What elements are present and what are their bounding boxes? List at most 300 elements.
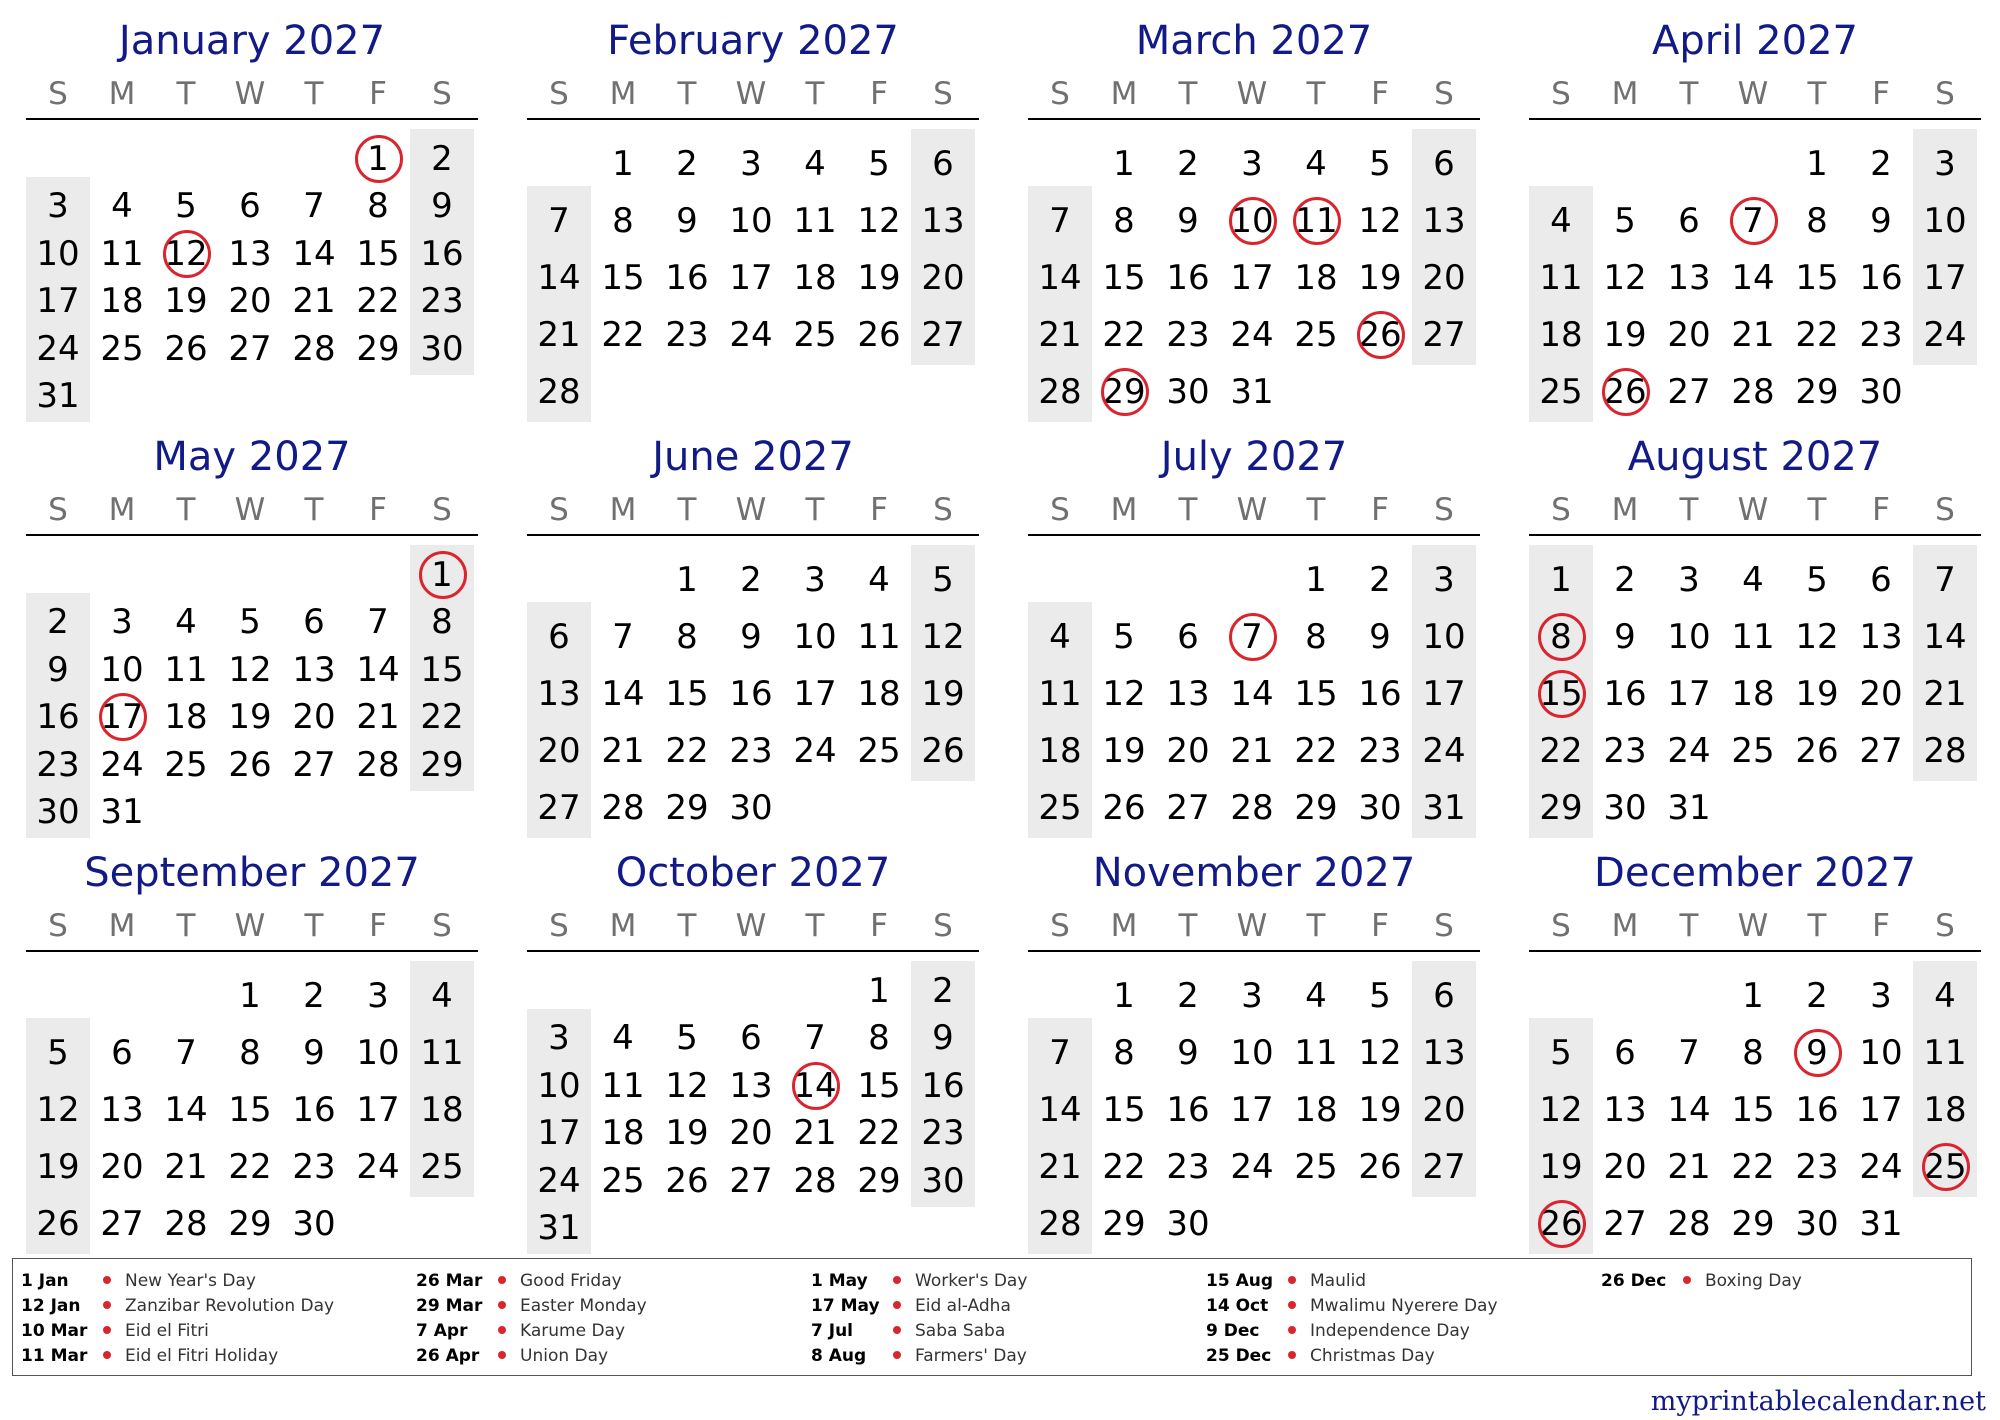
calendar-day: 2: [1614, 559, 1636, 600]
weekday-label: S: [1050, 76, 1070, 112]
calendar-day: 27: [1166, 787, 1210, 828]
weekday-label: M: [1110, 76, 1138, 112]
legend-item: [1601, 1269, 1802, 1294]
calendar-day: 5: [1806, 559, 1828, 600]
header-rule: [527, 118, 979, 120]
calendar-day: 30: [1859, 371, 1903, 412]
calendar-day: 12: [857, 200, 901, 241]
month-title: April 2027: [1652, 18, 1858, 64]
calendar-day: 26: [164, 328, 208, 369]
calendar-day: 3: [1433, 559, 1455, 600]
calendar-day: 2: [47, 602, 69, 643]
calendar-day: 21: [164, 1146, 208, 1187]
weekday-label: S: [1935, 492, 1955, 528]
calendar-day: 25: [1294, 1146, 1338, 1187]
calendar-day: 18: [1038, 730, 1082, 771]
weekday-header: [26, 906, 478, 946]
calendar-day: 7: [1049, 1032, 1071, 1073]
calendar-day: 6: [1433, 975, 1455, 1016]
legend-item: [21, 1294, 334, 1319]
calendar-day: 4: [612, 1018, 634, 1059]
calendar-day: 14: [537, 257, 581, 298]
calendar-day: 6: [239, 186, 261, 227]
month-title: August 2027: [1627, 434, 1883, 480]
calendar-day: 30: [1166, 371, 1210, 412]
calendar-day: 3: [1241, 975, 1263, 1016]
calendar-day: 5: [1614, 200, 1636, 241]
month-title: July 2027: [1160, 434, 1348, 480]
calendar-day: 22: [1731, 1146, 1775, 1187]
calendar-day: 10: [1923, 200, 1967, 241]
calendar-day: 18: [1731, 673, 1775, 714]
calendar-day: 6: [1614, 1032, 1636, 1073]
calendar-day: 13: [1859, 616, 1903, 657]
calendar-day: 14: [1038, 1089, 1082, 1130]
holiday-dot-icon: [1288, 1276, 1296, 1284]
holiday-legend: [12, 1258, 1972, 1376]
calendar-day: 9: [932, 1018, 954, 1059]
month-title: December 2027: [1594, 850, 1916, 896]
weekday-label: S: [1551, 492, 1571, 528]
month-january: [26, 16, 478, 436]
calendar-day: 3: [47, 186, 69, 227]
calendar-day: 27: [1667, 371, 1711, 412]
legend-column: [416, 1269, 647, 1369]
calendar-day: 12: [1358, 200, 1402, 241]
calendar-day: 9: [740, 616, 762, 657]
calendar-day: 21: [1731, 314, 1775, 355]
legend-date: 29 Mar: [416, 1296, 483, 1316]
month-title: March 2027: [1135, 18, 1373, 64]
weekday-label: S: [48, 492, 68, 528]
calendar-day: 12: [1539, 1089, 1583, 1130]
calendar-day: 23: [1603, 730, 1647, 771]
weekday-label: T: [304, 492, 324, 528]
legend-name: Zanzibar Revolution Day: [125, 1296, 335, 1316]
calendar-day: 10: [100, 649, 144, 690]
calendar-day: 7: [367, 602, 389, 643]
calendar-day: 27: [292, 744, 336, 785]
calendar-day: 14: [601, 673, 645, 714]
calendar-day: 6: [1433, 143, 1455, 184]
calendar-day: 20: [1603, 1146, 1647, 1187]
calendar-day: 28: [537, 371, 581, 412]
holiday-day: 9: [1785, 1028, 1849, 1078]
calendar-day: 2: [932, 970, 954, 1011]
calendar-day: 30: [921, 1160, 965, 1201]
calendar-day: 18: [1294, 257, 1338, 298]
calendar-day: 21: [1038, 314, 1082, 355]
legend-date: 1 Jan: [21, 1271, 69, 1291]
legend-date: 7 Jul: [811, 1321, 854, 1341]
holiday-day: 25: [1913, 1142, 1977, 1192]
calendar-day: 25: [601, 1160, 645, 1201]
legend-item: [1206, 1294, 1498, 1319]
header-rule: [1529, 118, 1981, 120]
calendar-day: 13: [292, 649, 336, 690]
calendar-day: 31: [36, 376, 80, 417]
month-title: January 2027: [118, 18, 386, 64]
calendar-day: 8: [1113, 1032, 1135, 1073]
month-may: [26, 432, 478, 852]
calendar-day: 13: [1166, 673, 1210, 714]
calendar-day: 19: [164, 281, 208, 322]
calendar-day: 24: [36, 328, 80, 369]
calendar-day: 27: [1422, 1146, 1466, 1187]
calendar-day: 18: [420, 1089, 464, 1130]
weekday-label: T: [805, 908, 825, 944]
weekday-label: T: [1306, 76, 1326, 112]
holiday-day: 14: [783, 1061, 847, 1111]
header-rule: [26, 534, 478, 536]
calendar-day: 5: [47, 1032, 69, 1073]
legend-name: Christmas Day: [1310, 1346, 1435, 1366]
calendar-day: 16: [1795, 1089, 1839, 1130]
calendar-day: 21: [793, 1113, 837, 1154]
calendar-day: 15: [420, 649, 464, 690]
calendar-day: 4: [175, 602, 197, 643]
calendar-day: 13: [729, 1065, 773, 1106]
calendar-day: 17: [1667, 673, 1711, 714]
month-title: November 2027: [1092, 850, 1416, 896]
calendar-day: 31: [100, 792, 144, 833]
legend-date: 15 Aug: [1206, 1271, 1274, 1291]
holiday-dot-icon: [498, 1276, 506, 1284]
calendar-day: 11: [1731, 616, 1775, 657]
calendar-day: 5: [868, 143, 890, 184]
holiday-dot-icon: [1683, 1276, 1691, 1284]
weekday-label: F: [369, 76, 387, 112]
calendar-day: 10: [1230, 1032, 1274, 1073]
calendar-day: 24: [1230, 1146, 1274, 1187]
calendar-day: 3: [1241, 143, 1263, 184]
weekday-label: T: [677, 492, 697, 528]
calendar-day: 13: [537, 673, 581, 714]
calendar-day: 24: [1230, 314, 1274, 355]
weekday-header: [1529, 906, 1981, 946]
calendar-day: 11: [857, 616, 901, 657]
calendar-day: 16: [1166, 1089, 1210, 1130]
calendar-day: 23: [665, 314, 709, 355]
weekday-label: S: [1551, 76, 1571, 112]
calendar-day: 14: [356, 649, 400, 690]
header-rule: [527, 534, 979, 536]
calendar-day: 5: [1369, 975, 1391, 1016]
calendar-day: 9: [1177, 200, 1199, 241]
calendar-day: 27: [537, 787, 581, 828]
weekday-label: T: [176, 492, 196, 528]
calendar-day: 19: [665, 1113, 709, 1154]
weekday-label: F: [369, 908, 387, 944]
calendar-day: 11: [420, 1032, 464, 1073]
weekday-label: S: [48, 908, 68, 944]
weekday-header: [26, 490, 478, 530]
month-title: October 2027: [615, 850, 891, 896]
site-footer[interactable]: myprintablecalendar.net: [1650, 1386, 1986, 1417]
calendar-day: 6: [1870, 559, 1892, 600]
header-rule: [26, 118, 478, 120]
calendar-day: 7: [1934, 559, 1956, 600]
header-rule: [1028, 534, 1480, 536]
holiday-dot-icon: [103, 1301, 111, 1309]
calendar-day: 30: [729, 787, 773, 828]
calendar-day: 20: [292, 697, 336, 738]
month-title: June 2027: [652, 434, 854, 480]
calendar-day: 13: [921, 200, 965, 241]
calendar-day: 20: [228, 281, 272, 322]
calendar-day: 8: [1742, 1032, 1764, 1073]
weekday-label: S: [549, 908, 569, 944]
calendar-day: 12: [36, 1089, 80, 1130]
calendar-day: 28: [1731, 371, 1775, 412]
calendar-day: 12: [921, 616, 965, 657]
weekday-label: W: [1737, 908, 1769, 944]
calendar-day: 2: [431, 138, 453, 179]
calendar-day: 1: [1305, 559, 1327, 600]
calendar-day: 8: [676, 616, 698, 657]
calendar-day: 9: [1177, 1032, 1199, 1073]
calendar-day: 1: [1113, 975, 1135, 1016]
calendar-day: 2: [676, 143, 698, 184]
calendar-day: 19: [921, 673, 965, 714]
calendar-day: 27: [228, 328, 272, 369]
calendar-day: 18: [793, 257, 837, 298]
calendar-day: 5: [239, 602, 261, 643]
calendar-day: 26: [36, 1203, 80, 1244]
holiday-day: 17: [90, 692, 154, 742]
calendar-day: 2: [303, 975, 325, 1016]
calendar-day: 4: [111, 186, 133, 227]
weekday-label: M: [108, 76, 136, 112]
weekday-label: T: [1679, 908, 1699, 944]
month-november: [1028, 848, 1480, 1268]
weekday-label: F: [369, 492, 387, 528]
calendar-day: 30: [1166, 1203, 1210, 1244]
month-june: [527, 432, 979, 852]
legend-date: 25 Dec: [1206, 1346, 1272, 1366]
calendar-day: 21: [1038, 1146, 1082, 1187]
legend-item: [416, 1344, 647, 1369]
calendar-day: 29: [1102, 1203, 1146, 1244]
legend-name: Eid el Fitri: [125, 1321, 209, 1341]
weekday-header: [527, 490, 979, 530]
calendar-day: 22: [420, 697, 464, 738]
calendar-day: 25: [100, 328, 144, 369]
calendar-day: 5: [175, 186, 197, 227]
calendar-day: 29: [356, 328, 400, 369]
weekday-label: T: [677, 76, 697, 112]
calendar-day: 11: [1923, 1032, 1967, 1073]
calendar-day: 25: [1731, 730, 1775, 771]
calendar-day: 22: [1102, 1146, 1146, 1187]
legend-date: 7 Apr: [416, 1321, 468, 1341]
calendar-day: 17: [1230, 1089, 1274, 1130]
legend-column: [1601, 1269, 1802, 1294]
calendar-day: 9: [1369, 616, 1391, 657]
calendar-day: 6: [1678, 200, 1700, 241]
calendar-day: 29: [420, 744, 464, 785]
calendar-day: 30: [420, 328, 464, 369]
weekday-label: M: [1611, 908, 1639, 944]
calendar-day: 5: [1113, 616, 1135, 657]
weekday-label: T: [1807, 908, 1827, 944]
calendar-day: 20: [1859, 673, 1903, 714]
legend-item: [811, 1269, 1027, 1294]
calendar-day: 7: [303, 186, 325, 227]
legend-name: Eid al-Adha: [915, 1296, 1011, 1316]
calendar-day: 21: [601, 730, 645, 771]
month-title: September 2027: [84, 850, 420, 896]
calendar-day: 23: [729, 730, 773, 771]
calendar-day: 6: [111, 1032, 133, 1073]
weekday-label: T: [304, 908, 324, 944]
calendar-day: 17: [793, 673, 837, 714]
calendar-day: 1: [1113, 143, 1135, 184]
month-july: [1028, 432, 1480, 852]
calendar-day: 2: [1870, 143, 1892, 184]
calendar-day: 17: [36, 281, 80, 322]
calendar-day: 4: [1742, 559, 1764, 600]
calendar-day: 9: [431, 186, 453, 227]
weekday-label: T: [1178, 76, 1198, 112]
calendar-day: 24: [1859, 1146, 1903, 1187]
weekday-header: [26, 74, 478, 114]
calendar-day: 3: [1678, 559, 1700, 600]
holiday-day: 12: [154, 229, 218, 279]
weekday-label: F: [1371, 76, 1389, 112]
calendar-day: 19: [1358, 257, 1402, 298]
calendar-day: 9: [1614, 616, 1636, 657]
calendar-day: 18: [100, 281, 144, 322]
calendar-day: 1: [1742, 975, 1764, 1016]
weekday-label: S: [1551, 908, 1571, 944]
calendar-day: 23: [420, 281, 464, 322]
weekday-label: S: [549, 492, 569, 528]
calendar-day: 23: [1166, 314, 1210, 355]
legend-date: 9 Dec: [1206, 1321, 1260, 1341]
weekday-label: T: [1679, 76, 1699, 112]
legend-date: 12 Jan: [21, 1296, 81, 1316]
calendar-day: 3: [1934, 143, 1956, 184]
weekday-label: T: [677, 908, 697, 944]
calendar-day: 28: [1667, 1203, 1711, 1244]
holiday-dot-icon: [1288, 1301, 1296, 1309]
calendar-day: 23: [1795, 1146, 1839, 1187]
calendar-day: 1: [612, 143, 634, 184]
calendar-day: 8: [239, 1032, 261, 1073]
calendar-day: 12: [1795, 616, 1839, 657]
calendar-day: 12: [1358, 1032, 1402, 1073]
legend-date: 14 Oct: [1206, 1296, 1269, 1316]
legend-date: 11 Mar: [21, 1346, 88, 1366]
legend-name: Union Day: [520, 1346, 609, 1366]
calendar-day: 24: [356, 1146, 400, 1187]
month-september: [26, 848, 478, 1268]
calendar-day: 20: [1667, 314, 1711, 355]
calendar-day: 26: [857, 314, 901, 355]
calendar-day: 21: [292, 281, 336, 322]
calendar-day: 12: [665, 1065, 709, 1106]
legend-item: [416, 1269, 647, 1294]
calendar-day: 4: [804, 143, 826, 184]
calendar-day: 6: [740, 1018, 762, 1059]
calendar-day: 27: [1859, 730, 1903, 771]
holiday-dot-icon: [893, 1301, 901, 1309]
calendar-day: 27: [921, 314, 965, 355]
calendar-day: 10: [537, 1065, 581, 1106]
legend-date: 8 Aug: [811, 1346, 867, 1366]
calendar-day: 12: [1603, 257, 1647, 298]
header-rule: [1028, 950, 1480, 952]
calendar-day: 17: [1422, 673, 1466, 714]
calendar-day: 14: [1731, 257, 1775, 298]
calendar-day: 1: [239, 975, 261, 1016]
calendar-day: 29: [1731, 1203, 1775, 1244]
calendar-day: 14: [1038, 257, 1082, 298]
legend-item: [1206, 1344, 1498, 1369]
weekday-label: F: [870, 76, 888, 112]
month-october: [527, 848, 979, 1268]
calendar-day: 26: [665, 1160, 709, 1201]
calendar-day: 28: [793, 1160, 837, 1201]
weekday-label: W: [234, 76, 266, 112]
month-march: [1028, 16, 1480, 436]
calendar-day: 5: [1369, 143, 1391, 184]
legend-item: [416, 1294, 647, 1319]
calendar-day: 19: [1102, 730, 1146, 771]
holiday-dot-icon: [498, 1301, 506, 1309]
weekday-label: M: [108, 908, 136, 944]
holiday-dot-icon: [1288, 1351, 1296, 1359]
holiday-dot-icon: [1288, 1326, 1296, 1334]
calendar-day: 15: [228, 1089, 272, 1130]
calendar-day: 27: [1603, 1203, 1647, 1244]
calendar-day: 27: [100, 1203, 144, 1244]
calendar-day: 7: [612, 616, 634, 657]
weekday-label: F: [870, 492, 888, 528]
legend-item: [416, 1319, 647, 1344]
legend-name: Worker's Day: [915, 1271, 1028, 1291]
calendar-day: 29: [1294, 787, 1338, 828]
calendar-day: 5: [676, 1018, 698, 1059]
calendar-day: 3: [548, 1018, 570, 1059]
calendar-day: 2: [1806, 975, 1828, 1016]
weekday-label: W: [735, 492, 767, 528]
legend-name: Independence Day: [1310, 1321, 1470, 1341]
calendar-day: 21: [1667, 1146, 1711, 1187]
calendar-day: 6: [548, 616, 570, 657]
calendar-day: 13: [1603, 1089, 1647, 1130]
weekday-label: W: [735, 76, 767, 112]
holiday-dot-icon: [893, 1276, 901, 1284]
holiday-dot-icon: [893, 1351, 901, 1359]
holiday-day: 7: [1220, 612, 1284, 662]
legend-column: [21, 1269, 334, 1369]
weekday-label: T: [176, 908, 196, 944]
weekday-label: T: [1807, 76, 1827, 112]
calendar-day: 1: [868, 970, 890, 1011]
weekday-label: W: [234, 908, 266, 944]
calendar-day: 3: [740, 143, 762, 184]
calendar-day: 16: [1166, 257, 1210, 298]
weekday-label: S: [1050, 492, 1070, 528]
calendar-day: 16: [1358, 673, 1402, 714]
month-february: [527, 16, 979, 436]
calendar-day: 23: [292, 1146, 336, 1187]
header-rule: [1529, 534, 1981, 536]
calendar-day: 16: [36, 697, 80, 738]
calendar-day: 9: [1870, 200, 1892, 241]
